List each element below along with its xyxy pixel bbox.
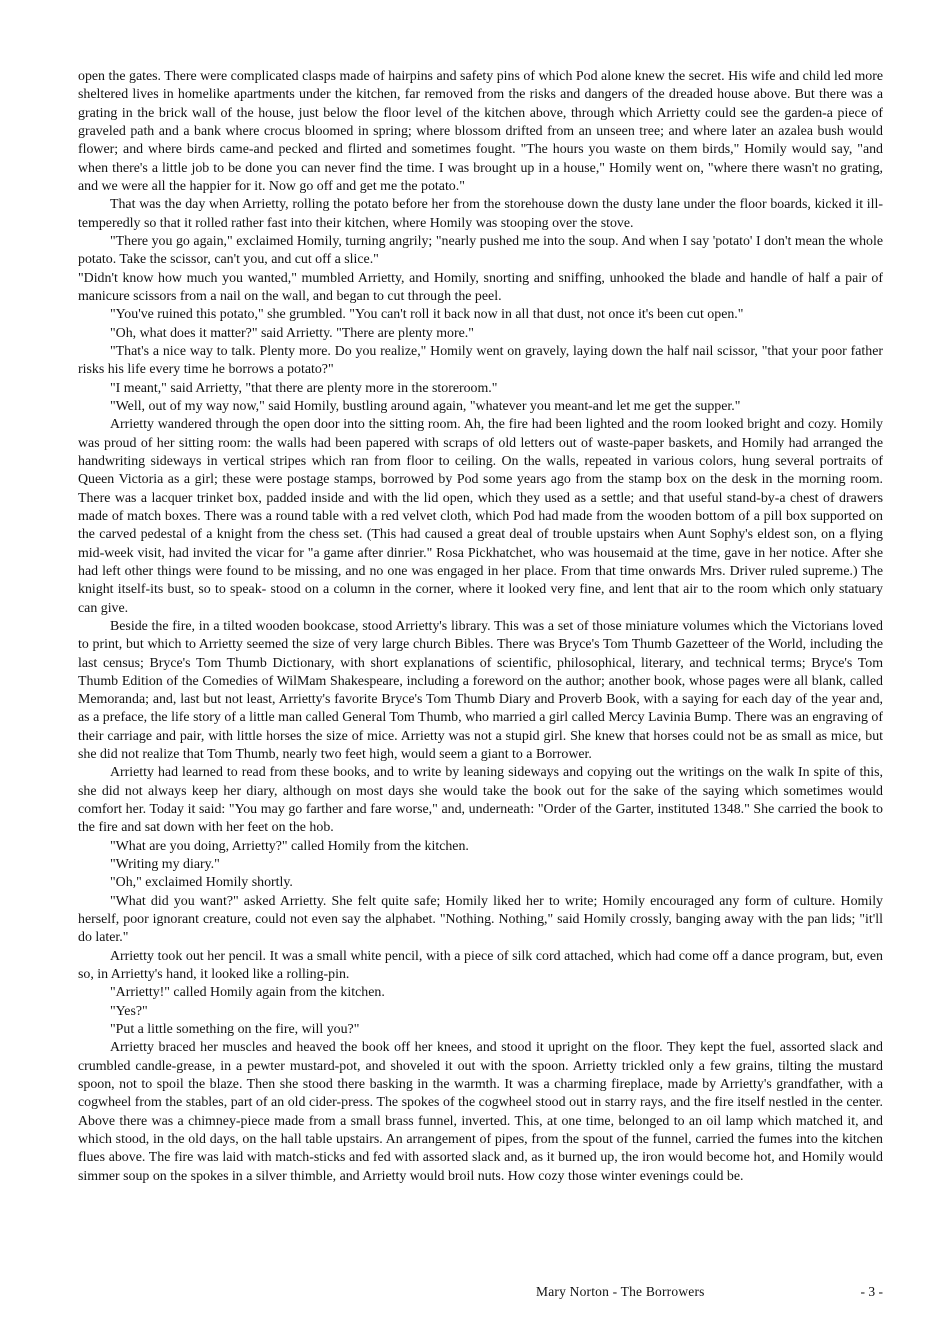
paragraph: "What are you doing, Arrietty?" called Homily from the kitchen.: [110, 838, 469, 854]
page-body: [78, 68, 883, 1186]
footer-credit: Mary Norton - The Borrowers: [536, 1284, 705, 1299]
paragraph: Arrietty braced her muscles and heaved the book off her knees, and stood it upright on the floor. They kept the fuel, assorted slack and crumbled candle-grease, in a pewter mustard-pot, and shoveled it out with the spoon. Arrietty trickled only a few grains, tilting the mustard spoon, not to spoil the blaze. Then she stood there basking in the warmth. It was a charming fireplace, made by Arrietty's grandfather, with a cogwheel from the stables, part of an old cider-press. The spokes of the cogwheel stood out in starry rays, and the fire itself nestled in the center. Above there was a chimney-piece made from a small brass funnel, inverted. This, at one time, belonged to an oil lamp which matched it, and which stood, in the old days, on the hall table upstairs. An arrangement of pipes, from the spout of the funnel, carried the fumes into the kitchen flues above. The fire was laid with match-sticks and fed with assorted slack and, as it burned up, the iron would become hot, and Homily would simmer soup on the spokes in a silver thimble, and Arrietty would broil nuts. How cozy those winter evenings could be.: [78, 1040, 883, 1184]
paragraph: "Didn't know how much you wanted," mumbled Arrietty, and Homily, snorting and sniffing, unhooked the blade and handle of half a pair of manicure scissors from a nail on the wall, and began to cut through the peel.: [78, 270, 883, 304]
paragraph: "There you go again," exclaimed Homily, turning angrily; "nearly pushed me into the soup. And when I say 'potato' I don't mean the whole potato. Take the scissor, can't you, and cut off a slice.": [78, 233, 883, 268]
paragraph: "What did you want?" asked Arrietty. She felt quite safe; Homily liked her to write; Homily encouraged any form of culture. Homily herself, poor ignorant creature, could not even say the alphabet. "Nothing. Nothing," said Homily crossly, banging away with the pan lids; "it'll do later.": [78, 893, 883, 946]
paragraph: "That's a nice way to talk. Plenty more. Do you realize," Homily went on gravely, laying down the half nail scissor, "that your poor father risks his life every time he borrows a potato?": [78, 343, 883, 378]
paragraph: Beside the fire, in a tilted wooden bookcase, stood Arrietty's library. This was a set of those miniature volumes which the Victorians loved to print, but which to Arrietty seemed the size of very large church Bibles. There was Bryce's Tom Thumb Gazetteer of the World, including the last census; Bryce's Tom Thumb Dictionary, with short explanations of scientific, philosophical, literary, and technical terms; Bryce's Tom Thumb Edition of the Comedies of WilMam Shakespeare, including a foreword on the author; another book, whose pages were all blank, called Memoranda; and, last but not least, Arrietty's favorite Bryce's Tom Thumb Diary and Proverb Book, with a saying for each day of the year and, as a preface, the life story of a little man called General Tom Thumb, who married a girl called Mercy Lavinia Bump. There was an engraving of their carriage and pair, with little horses the size of mice. Arrietty was not a stupid girl. She knew that horses could not be as small as mice, but she did not realize that Tom Thumb, nearly two feet high, would seem a giant to a Borrower.: [78, 618, 883, 763]
paragraph: "Yes?": [110, 1003, 148, 1019]
paragraph: Arrietty had learned to read from these books, and to write by leaning sideways and copying out the writings on the walk In spite of this, she did not always keep her diary, although on most days she would take the book out for the sake of the saying which sometimes would comfort her. Today it said: "You may go farther and fare worse," and, underneath: "Order of the Garter, instituted 1348." She carried the book to the fire and sat down with her feet on the hob.: [78, 765, 883, 836]
paragraph: "Oh, what does it matter?" said Arrietty. "There are plenty more.": [110, 325, 474, 341]
paragraph: "Well, out of my way now," said Homily, bustling around again, "whatever you meant-and let me get the supper.": [110, 398, 741, 414]
paragraph: That was the day when Arrietty, rolling the potato before her from the storehouse down the dusty lane under the floor boards, kicked it ill-temperedly so that it rolled rather fast into their kitchen, where Homily was stooping over the stove.: [78, 197, 883, 231]
paragraph: "Oh," exclaimed Homily shortly.: [110, 875, 293, 891]
paragraph: open the gates. There were complicated clasps made of hairpins and safety pins of which Pod alone knew the secret. His wife and child led more sheltered lives in homelike apartments under the kitchen, far removed from the risks and dangers of the dreaded house above. But there was a grating in the brick wall of the house, just below the floor level of the kitchen above, through which Arrietty could see the garden-a piece of graveled path and a bank where crocus bloomed in spring; where blossom drifted from an unseen tree; and where later an azalea bush would flower; and where birds came-and pecked and flirted and sometimes fought. "The hours you waste on them birds," Homily would say, "and when there's a little job to be done you can never find the time. I was brought up in a house," Homily went on, "where there wasn't no grating, and we were all the happier for it. Now go off and get me the potato.": [78, 69, 883, 194]
page-footer: [78, 1284, 883, 1302]
paragraph: "Put a little something on the fire, will you?": [110, 1022, 360, 1038]
paragraph: "I meant," said Arrietty, "that there are plenty more in the storeroom.": [110, 380, 498, 396]
paragraph: Arrietty took out her pencil. It was a small white pencil, with a piece of silk cord attached, which had come off a dance program, but, even so, in Arrietty's hand, it looked like a rolling-pin.: [78, 948, 883, 983]
page-number: - 3 -: [860, 1284, 883, 1299]
paragraph: "Arrietty!" called Homily again from the kitchen.: [110, 985, 385, 1001]
paragraph: "Writing my diary.": [110, 857, 220, 873]
paragraph: "You've ruined this potato," she grumbled. "You can't roll it back now in all that dust, not once it's been cut open.": [110, 307, 744, 323]
paragraph: Arrietty wandered through the open door into the sitting room. Ah, the fire had been lighted and the room looked bright and cozy. Homily was proud of her sitting room: the walls had been papered with scraps of old letters out of waste-paper baskets, and Homily had arranged the handwriting sideways in vertical stripes which ran from floor to ceiling. On the walls, repeated in various colors, hung several portraits of Queen Victoria as a girl; these were postage stamps, borrowed by Pod some years ago from the stamp box on the desk in the morning room. There was a lacquer trinket box, padded inside and with the lid open, which they used as a settle; and that useful stand-by-a chest of drawers made of match boxes. There was a round table with a red velvet cloth, which Pod had made from the wooden bottom of a pill box supported on the carved pedestal of a knight from the chess set. (This had caused a great deal of trouble upstairs when Aunt Sophy's eldest son, on a flying mid-week visit, had invited the vicar for "a game after dinrier." Rosa Pickhatchet, who was housemaid at the time, gave in her notice. After she had left other things were found to be missing, and no one was engaged in her place. From that time onwards Mrs. Driver ruled supreme.) The knight itself-its bust, so to speak- stood on a column in the corner, where it looked very fine, and lent that air to the room which only statuary can give.: [78, 417, 883, 616]
